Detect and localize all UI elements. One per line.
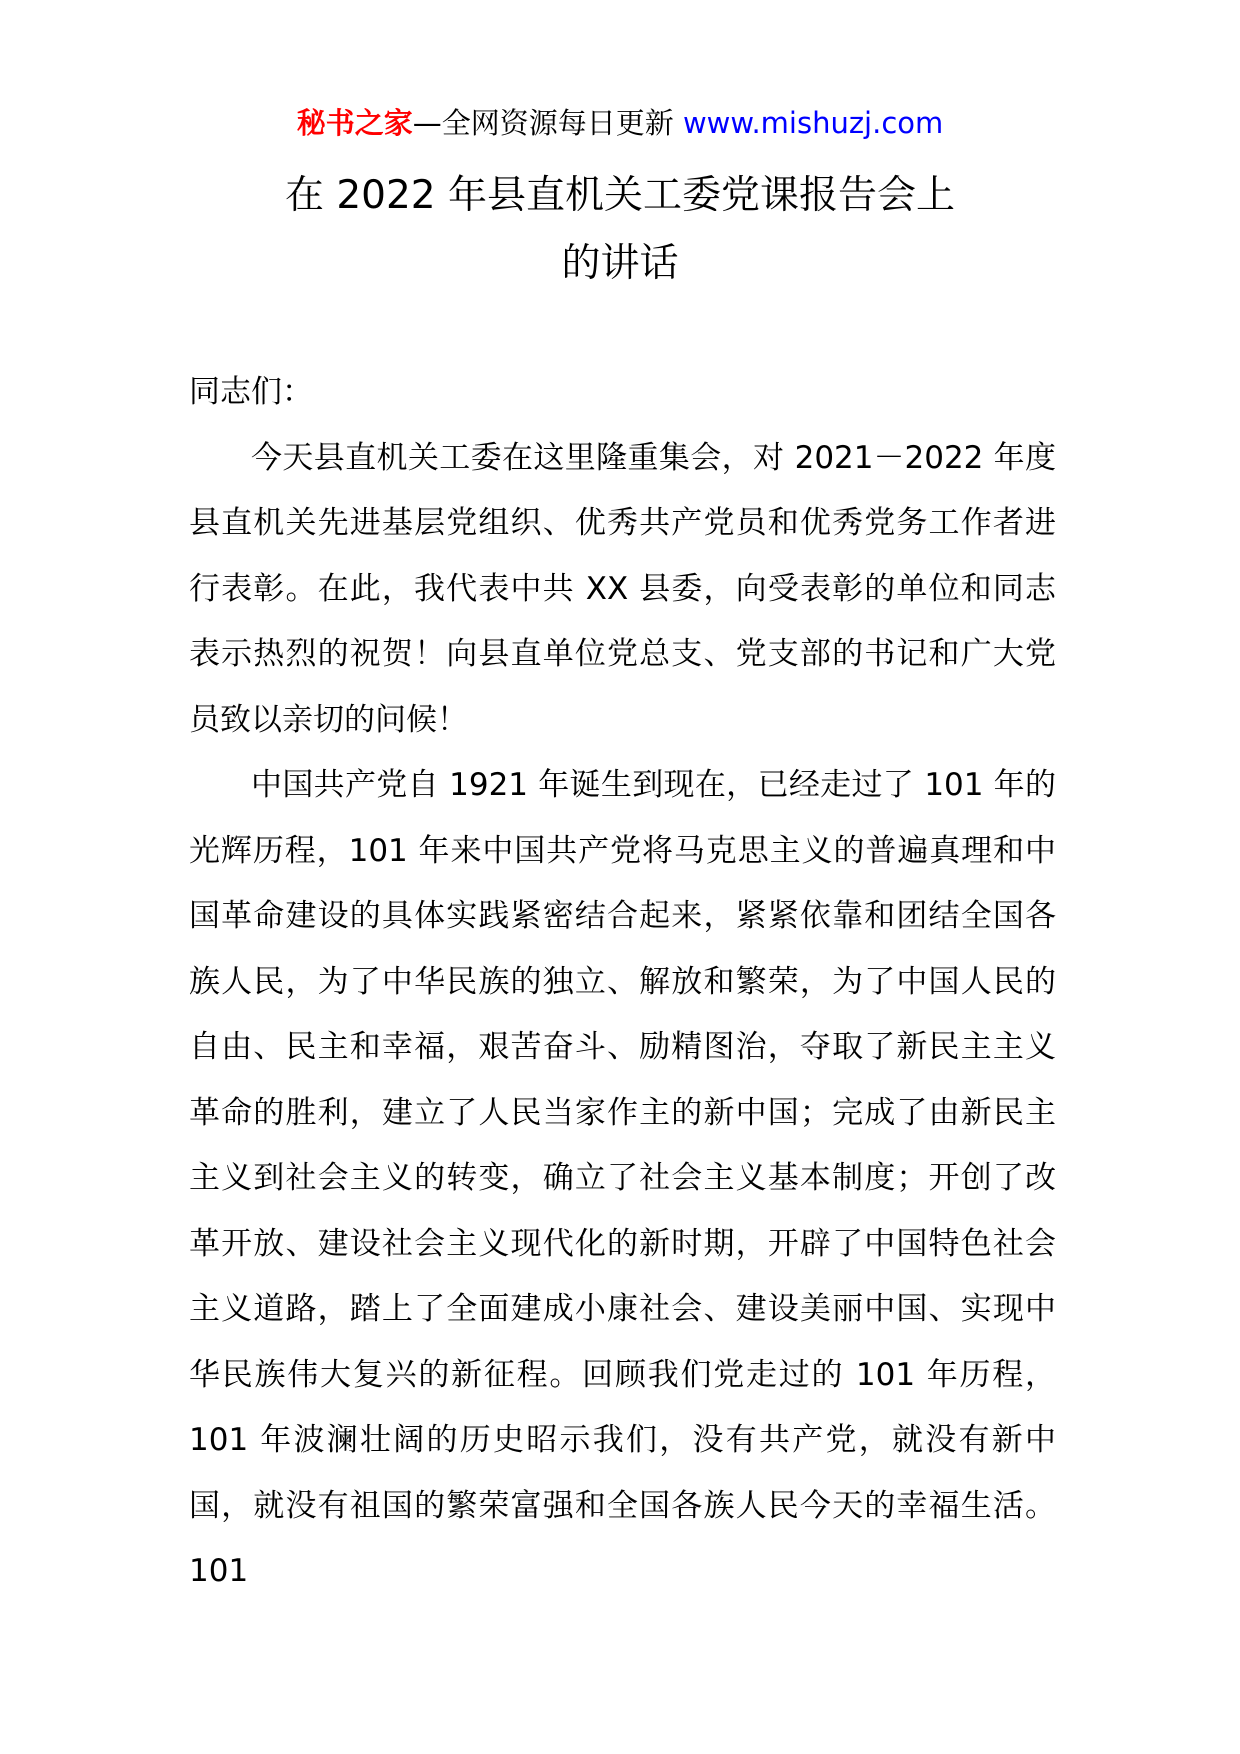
header-slogan: —全网资源每日更新 bbox=[412, 106, 683, 140]
header-brand: 秘书之家 bbox=[296, 106, 413, 140]
header-url-link[interactable]: www.mishuzj.com bbox=[682, 106, 944, 140]
title-line-1: 在 2022 年县直机关工委党课报告会上 bbox=[284, 173, 956, 218]
salutation: 同志们： bbox=[189, 374, 313, 410]
body-paragraph-2: 中国共产党自 1921 年诞生到现在，已经走过了 101 年的光辉历程，101 年来中国共产党将马克思主义的普遍真理和中国革命建设的具体实践紧密结合起来，紧紧依靠和团结全国各族人民，为了中华民族的独立、解放和繁荣，为了中国人民的自由、民主和幸福，艰苦奋斗、励精图治，夺取了新民主主义革命的胜利，建立了人民当家作主的新中国；完成了由新民主主义到社会主义的转变，确立了社会主义基本制度；开创了改革开放、建设社会主义现代化的新时期，开辟了中国特色社会主义道路，踏上了全面建成小康社会、建设美丽中国、实现中华民族伟大复兴的新征程。回顾我们党走过的 101 年历程，101 年波澜壮阔的历史昭示我们，没有共产党，就没有新中国，就没有祖国的繁荣富强和全国各族人民今天的幸福生活。101 bbox=[189, 767, 1056, 1589]
body-paragraph-1: 今天县直机关工委在这里隆重集会，对 2021－2022 年度县直机关先进基层党组织、优秀共产党员和优秀党务工作者进行表彰。在此，我代表中共 XX 县委，向受表彰的单位和同志表示热烈的祝贺！向县直单位党总支、党支部的书记和广大党员致以亲切的问候！ bbox=[189, 439, 1056, 738]
site-header bbox=[0, 100, 1240, 146]
document-body bbox=[189, 360, 1056, 1605]
document-title bbox=[0, 162, 1240, 298]
title-line-2: 的讲话 bbox=[561, 241, 679, 286]
